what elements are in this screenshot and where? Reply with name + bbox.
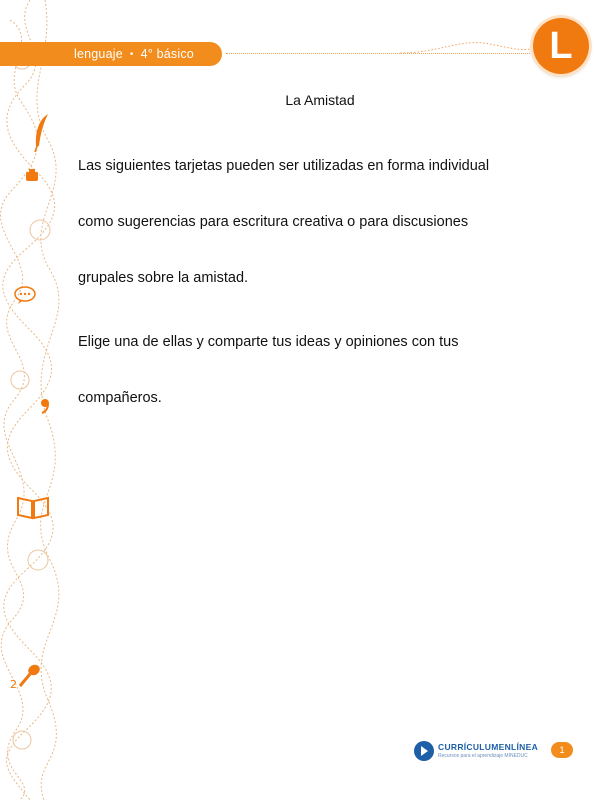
header-dotted-curl	[400, 34, 550, 60]
paragraph-line: grupales sobre la amistad.	[78, 270, 249, 286]
subject-letter-badge: L	[533, 18, 589, 74]
header-separator: •	[129, 48, 134, 60]
paragraph-line: Las siguientes tarjetas pueden ser utilizadas en forma individual	[78, 158, 490, 174]
microphone-icon	[10, 662, 44, 690]
logo-name: CURRÍCULUMENLÍNEA	[438, 742, 539, 753]
paragraph-task	[78, 332, 568, 444]
paragraph-instructions	[78, 156, 568, 324]
page-number: 1	[551, 742, 573, 758]
logo-arrow-icon	[414, 741, 434, 761]
speech-bubble-icon	[14, 286, 36, 304]
paragraph-line: como sugerencias para escritura creativa o para discusiones	[78, 214, 469, 230]
open-book-icon	[16, 494, 50, 520]
subject-label: lenguaje	[74, 47, 123, 61]
paragraph-line: Elige una de ellas y comparte tus ideas y opiniones con tus	[78, 334, 459, 350]
logo-tagline: Recursos para el aprendizaje MINEDUC	[438, 752, 528, 759]
paragraph-line: compañeros.	[78, 390, 162, 406]
header-band	[0, 42, 222, 66]
comma-icon	[40, 398, 50, 414]
curriculum-logo	[414, 741, 538, 761]
feather-pen-icon	[30, 112, 52, 154]
svg-text:2: 2	[10, 678, 17, 690]
document-title: La Amistad	[285, 92, 355, 108]
inkwell-icon	[24, 168, 40, 182]
grade-label: 4° básico	[140, 47, 194, 61]
